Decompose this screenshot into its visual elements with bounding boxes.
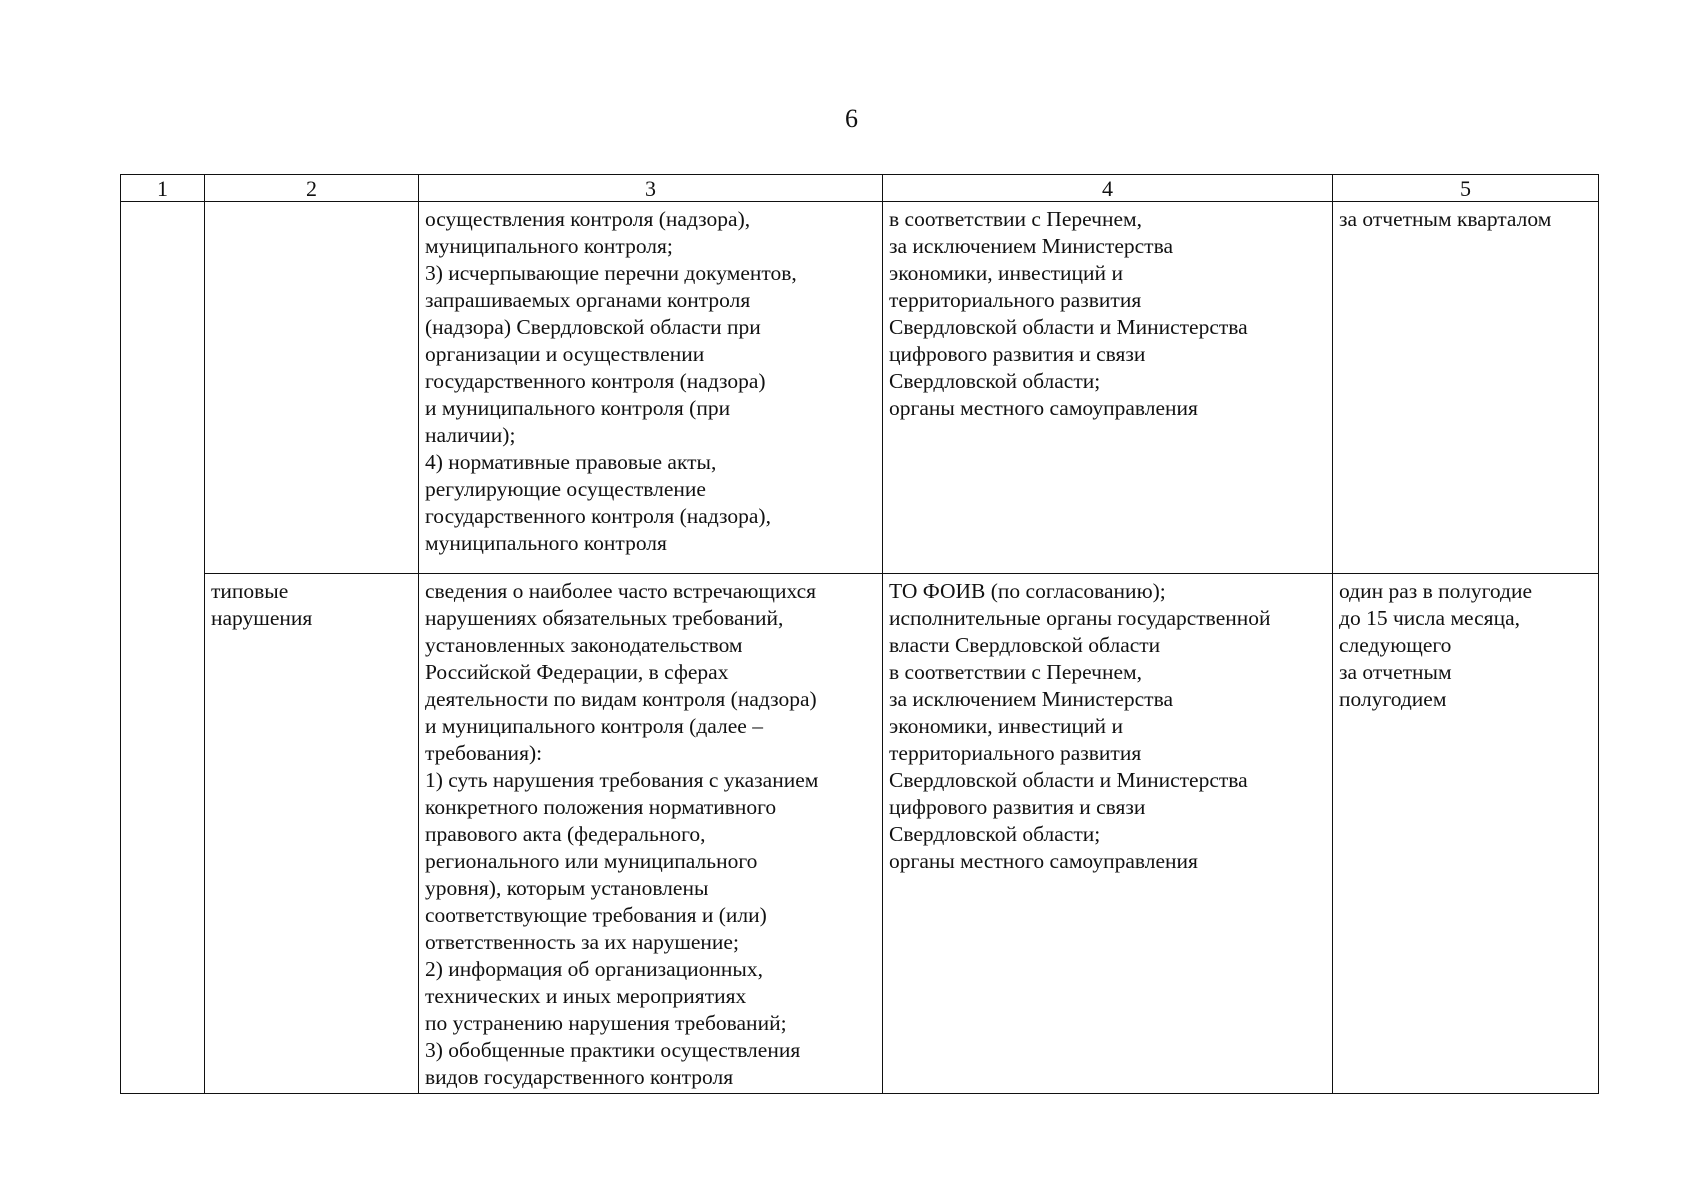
page-number: 6 xyxy=(845,104,858,133)
table-cell-col2 xyxy=(205,202,419,574)
data-table xyxy=(120,174,1599,1094)
table-row xyxy=(121,574,1599,1094)
table-cell-col4: ТО ФОИВ (по согласованию); исполнительные органы государственной власти Свердловской области в соответствии с Перечнем, за исключением Министерства экономики, инвестиций и территориального развития Свердловской области и Министерства цифрового развития и связи Свердловской области; органы местного самоуправления xyxy=(883,574,1333,1094)
column-header-1: 1 xyxy=(121,175,205,202)
column-header-3: 3 xyxy=(419,175,883,202)
table-cell-col5: один раз в полугодие до 15 числа месяца, следующего за отчетным полугодием xyxy=(1333,574,1599,1094)
table-cell-col3: осуществления контроля (надзора), муниципального контроля; 3) исчерпывающие перечни документов, запрашиваемых органами контроля (надзора) Свердловской области при организации и осуществлении государственного контроля (надзора) и муниципального контроля (при наличии); 4) нормативные правовые акты, регулирующие осуществление государственного контроля (надзора), муниципального контроля xyxy=(419,202,883,574)
table-header-row xyxy=(121,175,1599,202)
table-cell-col1-merged xyxy=(121,202,205,1094)
column-header-4: 4 xyxy=(883,175,1333,202)
table-cell-col2: типовые нарушения xyxy=(205,574,419,1094)
column-header-2: 2 xyxy=(205,175,419,202)
table-row xyxy=(121,202,1599,574)
table-cell-col3: сведения о наиболее часто встречающихся нарушениях обязательных требований, установленных законодательством Российской Федерации, в сферах деятельности по видам контроля (надзора) и муниципального контроля (далее – требования): 1) суть нарушения требования с указанием конкретного положения нормативного правового акта (федерального, регионального или муниципального уровня), которым установлены соответствующие требования и (или) ответственность за их нарушение; 2) информация об организационных, технических и иных мероприятиях по устранению нарушения требований; 3) обобщенные практики осуществления видов государственного контроля xyxy=(419,574,883,1094)
table-cell-col4: в соответствии с Перечнем, за исключением Министерства экономики, инвестиций и территориального развития Свердловской области и Министерства цифрового развития и связи Свердловской области; органы местного самоуправления xyxy=(883,202,1333,574)
table-cell-col5: за отчетным кварталом xyxy=(1333,202,1599,574)
column-header-5: 5 xyxy=(1333,175,1599,202)
